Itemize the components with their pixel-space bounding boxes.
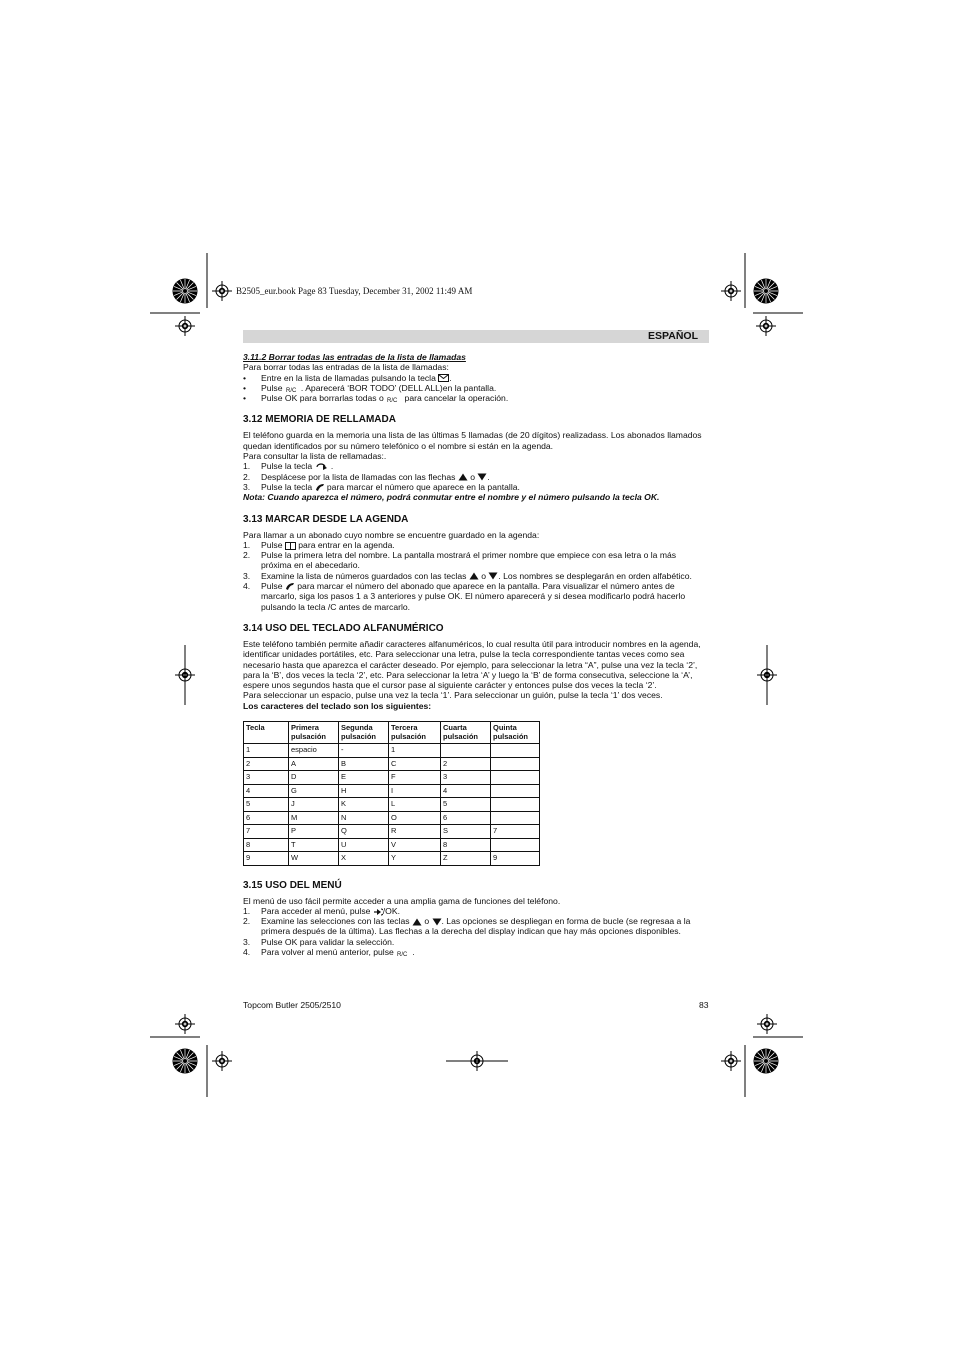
table-row (244, 771, 540, 785)
section-title-3-14: 3.14 USO DEL TECLADO ALFANUMÉRICO (243, 622, 444, 634)
table-cell: espacio (289, 744, 339, 758)
table-cell: F (389, 771, 441, 785)
list-item: 4. Pulse para marcar el número del abonado que aparece en la pantalla. Para visualizar el número antes de marcarlo, siga los pasos 1 a 3 anteriores y pulse OK. El número aparecerá y si desea modificarlo podrá hacerlo pulsando la tecla /C antes de marcarlo. (243, 581, 686, 612)
table-cell: Y (389, 852, 441, 866)
section-title-3-12: 3.12 MEMORIA DE RELLAMADA (243, 414, 396, 426)
phonebook-icon (285, 542, 296, 550)
table-cell: A (289, 757, 339, 771)
list-item: 3. Examine la lista de números guardados con las teclas o . Los nombres se desplegarán en orden alfabético. (243, 570, 692, 581)
down-arrow-icon (432, 918, 442, 926)
svg-text:R/C: R/C (397, 951, 408, 957)
table-cell: E (339, 771, 389, 785)
note: Nota: Cuando aparezca el número, podrá conmutar entre el nombre y el número pulsando la tecla OK. (243, 492, 660, 503)
up-arrow-icon (412, 918, 422, 926)
table-cell: 2 (441, 757, 491, 771)
column-header: Tecla (244, 722, 289, 744)
table-cell: D (289, 771, 339, 785)
table-row (244, 838, 540, 852)
up-arrow-icon (469, 572, 479, 580)
paragraph: El menú de uso fácil permite acceder a una amplia gama de funciones del teléfono. (243, 895, 561, 906)
section-title-3-13: 3.13 MARCAR DESDE LA AGENDA (243, 513, 409, 525)
table-cell: U (339, 838, 389, 852)
list-item: • Pulse R/C . Aparecerá ‘BOR TODO’ (DELL ALL)en la pantalla. (243, 382, 497, 393)
list-item: 3. Pulse OK para validar la selección. (243, 936, 395, 947)
list-item: • Entre en la lista de llamadas pulsando la tecla . (243, 372, 452, 383)
svg-text:R/C: R/C (285, 387, 297, 393)
clear-key-icon (396, 949, 412, 957)
keypad-characters-table (243, 721, 540, 866)
table-cell: O (389, 811, 441, 825)
table-cell: 8 (244, 838, 289, 852)
table-cell: 9 (491, 852, 540, 866)
table-cell: 1 (389, 744, 441, 758)
paragraph: El teléfono guarda en la memoria una lista de las últimas 5 llamadas (de 20 dígitos) realizadass. Los abonados llamados quedan identificados por su número telefónico o el nombre si están en la agenda. (243, 430, 702, 451)
column-header: Segunda pulsación (339, 722, 389, 744)
list-item: 2. Examine las selecciones con las teclas o . Las opciones se despliegan en forma de bucle (se regresaa a la primera después de la última). Las flechas a la derecha del display indican que hay más opciones disponibles. (243, 916, 691, 937)
table-row (244, 811, 540, 825)
language-label: ESPAÑOL (648, 330, 698, 342)
table-cell: R (389, 825, 441, 839)
table-cell: 5 (244, 798, 289, 812)
table-cell: 1 (244, 744, 289, 758)
table-cell: 9 (244, 852, 289, 866)
list-item: 1. Para acceder al menú, pulse /OK. (243, 905, 400, 916)
subsection-title-3-11-2: 3.11.2 Borrar todas las entradas de la lista de llamadas (243, 352, 466, 362)
table-cell: 6 (244, 811, 289, 825)
table-cell (491, 811, 540, 825)
table-cell: J (289, 798, 339, 812)
table-cell (441, 744, 491, 758)
phone-handset-icon (315, 483, 325, 492)
table-cell: 4 (441, 784, 491, 798)
table-cell (491, 757, 540, 771)
table-cell: S (441, 825, 491, 839)
paragraph: Para consultar la lista de rellamadas:. (243, 451, 387, 462)
table-cell: W (289, 852, 339, 866)
list-item: 2. Pulse la primera letra del nombre. La pantalla mostrará el primer nombre que empiece con esa letra o la más próxima en el abecedario. (243, 550, 677, 571)
paragraph: Para seleccionar un espacio, pulse una vez la tecla ‘1’. Para seleccionar un guión, pulse la tecla ‘1’ dos veces. (243, 690, 663, 701)
table-cell: 7 (491, 825, 540, 839)
svg-text:R/C: R/C (387, 397, 398, 403)
table-cell: H (339, 784, 389, 798)
table-cell: L (389, 798, 441, 812)
table-cell: - (339, 744, 389, 758)
menu-key-icon (373, 908, 383, 916)
list-item: • Pulse OK para borrarlas todas o R/C para cancelar la operación. (243, 393, 509, 404)
paragraph: Este teléfono también permite añadir caracteres alfanuméricos, lo cual resulta útil para introducir nombres en la agenda, identificar unidades portátiles, etc. Para seleccionar una letra, pulse la tecla correspondiente tantas veces como sea necesario hasta que aparezca el carácter deseado. Por ejemplo, para seleccionar la letra “A”, pulse una vez la tecla ‘2’, para la ‘B’, dos veces la tecla ‘2’, etc. Para seleccionar la letra ‘A’ y luego la ‘B’ de forma consecutiva, seleccione la ‘A’, espere unos segundos hasta que el cursor pase al siguiente carácter y entonces pulse dos veces la tecla ‘2’. (243, 638, 701, 691)
list-item: 3. Pulse la tecla para marcar el número que aparece en la pantalla. (243, 481, 520, 492)
table-cell: M (289, 811, 339, 825)
list-item: 1. Pulse la tecla . (243, 461, 334, 472)
list-item: 1. Pulse para entrar en la agenda. (243, 539, 395, 550)
table-cell (491, 771, 540, 785)
language-bar (243, 330, 709, 343)
paragraph: Para llamar a un abonado cuyo nombre se encuentre guardado en la agenda: (243, 529, 540, 540)
down-arrow-icon (477, 473, 487, 481)
table-cell: 3 (441, 771, 491, 785)
list-item: 4. Para volver al menú anterior, pulse R/C . (243, 947, 415, 957)
redial-icon (315, 463, 329, 471)
table-cell: Z (441, 852, 491, 866)
table-cell: 7 (244, 825, 289, 839)
down-arrow-icon (488, 572, 498, 580)
table-cell: V (389, 838, 441, 852)
table-caption: Los caracteres del teclado son los siguientes: (243, 700, 432, 711)
table-cell: K (339, 798, 389, 812)
table-cell: X (339, 852, 389, 866)
table-header-row (244, 722, 540, 744)
list-item: 2. Desplácese por la lista de llamadas con las flechas o . (243, 471, 490, 482)
column-header: Cuarta pulsación (441, 722, 491, 744)
table-row (244, 798, 540, 812)
table-cell: I (389, 784, 441, 798)
table-row (244, 757, 540, 771)
phone-handset-icon (285, 582, 295, 591)
table-cell: Q (339, 825, 389, 839)
table-row (244, 744, 540, 758)
table-row (244, 825, 540, 839)
column-header: Primera pulsación (289, 722, 339, 744)
table-cell: 8 (441, 838, 491, 852)
page-number: 83 (699, 1000, 709, 1010)
table-cell: 4 (244, 784, 289, 798)
column-header: Tercera pulsación (389, 722, 441, 744)
print-header: B2505_eur.book Page 83 Tuesday, December 31, 2002 11:49 AM (236, 286, 473, 296)
table-cell: P (289, 825, 339, 839)
clear-key-icon (386, 395, 402, 403)
table-cell: N (339, 811, 389, 825)
table-cell: G (289, 784, 339, 798)
table-cell (491, 798, 540, 812)
table-cell (491, 784, 540, 798)
table-cell: 6 (441, 811, 491, 825)
table-cell: C (389, 757, 441, 771)
table-cell: 2 (244, 757, 289, 771)
column-header: Quinta pulsación (491, 722, 540, 744)
table-cell (491, 744, 540, 758)
page-content (243, 352, 709, 957)
section-title-3-15: 3.15 USO DEL MENÚ (243, 879, 342, 891)
footer-product: Topcom Butler 2505/2510 (243, 1000, 341, 1010)
table-cell: T (289, 838, 339, 852)
table-cell (491, 838, 540, 852)
table-row (244, 852, 540, 866)
table-cell: B (339, 757, 389, 771)
envelope-icon (438, 374, 449, 382)
paragraph: Para borrar todas las entradas de la lista de llamadas: (243, 362, 449, 373)
table-cell: 5 (441, 798, 491, 812)
table-cell: 3 (244, 771, 289, 785)
table-row (244, 784, 540, 798)
clear-key-icon (285, 385, 301, 393)
up-arrow-icon (458, 473, 468, 481)
